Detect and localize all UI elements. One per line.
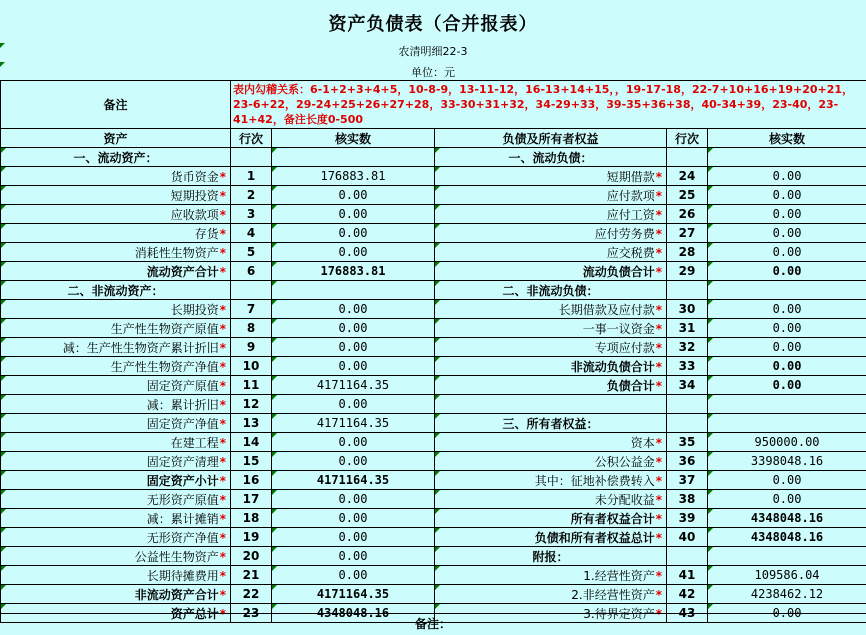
asset-line-no: 16: [231, 471, 272, 490]
item-label: 固定资产原值: [147, 379, 219, 393]
liability-label: [435, 319, 667, 338]
liability-line-no: 27: [667, 224, 708, 243]
asset-label: [1, 395, 231, 414]
asset-line-no: [231, 281, 272, 300]
table-row: [1, 528, 866, 547]
required-asterisk: *: [656, 493, 662, 507]
asset-value-cell[interactable]: 0.00: [272, 319, 435, 338]
asset-line-no: 2: [231, 186, 272, 205]
liability-line-no: 43: [667, 604, 708, 623]
required-asterisk: *: [220, 341, 226, 355]
required-asterisk: *: [656, 588, 662, 602]
asset-value-cell[interactable]: 4171164.35: [272, 471, 435, 490]
table-row: [1, 509, 866, 528]
item-label: 应付工资: [607, 208, 655, 222]
item-label: 减：累计折旧: [147, 398, 219, 412]
liability-line-no: 36: [667, 452, 708, 471]
required-asterisk: *: [220, 474, 226, 488]
item-label: 消耗性生物资产: [135, 246, 219, 260]
formula-text: 表内勾稽关系：6-1+2+3+4+5，10-8-9，13-11-12，16-13+14+15，，19-17-18，22-7+10+16+19+20+21，23-6+22，29-24+25+26+27+28，33-30+31+32，34-29+33，39-35+36+38，40-34+39，23-40，23-41+42，备注长度0-500: [231, 81, 866, 129]
asset-line-no: 14: [231, 433, 272, 452]
liability-label: [435, 186, 667, 205]
report-title: 资产负债表（合并报表）: [0, 10, 866, 36]
required-asterisk: *: [656, 265, 662, 279]
required-asterisk: *: [220, 455, 226, 469]
liability-value-cell: [708, 547, 866, 566]
table-row: [1, 452, 866, 471]
liability-value-cell[interactable]: 0.00: [708, 604, 866, 623]
asset-label: [1, 300, 231, 319]
asset-label: [1, 433, 231, 452]
asset-value-cell[interactable]: 4171164.35: [272, 376, 435, 395]
item-label: 生产性生物资产净值: [111, 360, 219, 374]
liability-line-no: 24: [667, 167, 708, 186]
asset-label: [1, 376, 231, 395]
note-label: 备注: [1, 81, 231, 129]
table-row: [1, 262, 866, 281]
liability-value-cell[interactable]: 0.00: [708, 224, 866, 243]
required-asterisk: *: [656, 341, 662, 355]
table-row: [1, 471, 866, 490]
liability-label: 附报：: [435, 547, 667, 566]
liability-value-cell[interactable]: 0.00: [708, 376, 866, 395]
asset-value-cell[interactable]: 0.00: [272, 186, 435, 205]
liability-value-cell[interactable]: 0.00: [708, 167, 866, 186]
liability-label: 三、所有者权益：: [435, 414, 667, 433]
asset-value-cell[interactable]: 0.00: [272, 452, 435, 471]
liability-line-no: [667, 148, 708, 167]
liability-line-no: 37: [667, 471, 708, 490]
table-row: [1, 338, 866, 357]
required-asterisk: *: [220, 208, 226, 222]
item-label: 应收款项: [171, 208, 219, 222]
liability-line-no: 25: [667, 186, 708, 205]
liability-label: [435, 243, 667, 262]
liability-label: [435, 376, 667, 395]
asset-line-no: 12: [231, 395, 272, 414]
item-label: 长期投资: [171, 303, 219, 317]
table-row: [1, 547, 866, 566]
asset-line-no: 10: [231, 357, 272, 376]
liability-label: [435, 357, 667, 376]
table-row: [1, 585, 866, 604]
table-row: [1, 167, 866, 186]
required-asterisk: *: [220, 379, 226, 393]
liability-value-cell[interactable]: 0.00: [708, 357, 866, 376]
item-label: 公积公益金: [595, 455, 655, 469]
liability-value-cell[interactable]: 4238462.12: [708, 585, 866, 604]
liability-label: [435, 300, 667, 319]
header-line-2: 行次: [667, 129, 708, 148]
required-asterisk: *: [220, 493, 226, 507]
currency-unit: 单位：元: [0, 64, 866, 80]
required-asterisk: *: [220, 607, 226, 621]
required-asterisk: *: [656, 436, 662, 450]
asset-line-no: 13: [231, 414, 272, 433]
asset-line-no: 17: [231, 490, 272, 509]
asset-value-cell[interactable]: 0.00: [272, 357, 435, 376]
asset-label: [1, 167, 231, 186]
item-label: 减：生产性生物资产累计折旧: [63, 341, 219, 355]
required-asterisk: *: [656, 455, 662, 469]
required-asterisk: *: [656, 607, 662, 621]
asset-line-no: 6: [231, 262, 272, 281]
asset-label: [1, 471, 231, 490]
item-label: 生产性生物资产原值: [111, 322, 219, 336]
asset-value-cell: [272, 281, 435, 300]
liability-line-no: 32: [667, 338, 708, 357]
required-asterisk: *: [220, 189, 226, 203]
liability-label: [435, 528, 667, 547]
required-asterisk: *: [220, 436, 226, 450]
item-label: 2.非经营性资产: [571, 588, 654, 602]
table-row: [1, 395, 866, 414]
liability-value-cell[interactable]: 109586.04: [708, 566, 866, 585]
required-asterisk: *: [656, 512, 662, 526]
asset-line-no: 20: [231, 547, 272, 566]
required-asterisk: *: [656, 474, 662, 488]
item-label: 应交税费: [607, 246, 655, 260]
table-row: [1, 433, 866, 452]
liability-label: [435, 566, 667, 585]
item-label: 公益性生物资产: [135, 550, 219, 564]
liability-line-no: 29: [667, 262, 708, 281]
balance-table: [0, 80, 866, 623]
liability-label: [435, 262, 667, 281]
asset-value-cell[interactable]: 176883.81: [272, 262, 435, 281]
liability-line-no: 35: [667, 433, 708, 452]
asset-value-cell[interactable]: 0.00: [272, 547, 435, 566]
asset-line-no: 8: [231, 319, 272, 338]
liability-line-no: [667, 395, 708, 414]
item-label: 未分配收益: [595, 493, 655, 507]
liability-line-no: 39: [667, 509, 708, 528]
liability-line-no: 33: [667, 357, 708, 376]
item-label: 应付劳务费: [595, 227, 655, 241]
table-row: [1, 224, 866, 243]
header-asset: 资产: [1, 129, 231, 148]
liability-value-cell: [708, 414, 866, 433]
cell-marker-icon: [0, 43, 5, 48]
liability-line-no: 28: [667, 243, 708, 262]
item-label: 无形资产净值: [147, 531, 219, 545]
liability-label: [435, 471, 667, 490]
asset-label: [1, 205, 231, 224]
liability-label: 二、非流动负债：: [435, 281, 667, 300]
table-row: [1, 281, 866, 300]
required-asterisk: *: [220, 531, 226, 545]
liability-line-no: 40: [667, 528, 708, 547]
asset-line-no: 4: [231, 224, 272, 243]
required-asterisk: *: [220, 170, 226, 184]
table-row: [1, 300, 866, 319]
asset-label: [1, 452, 231, 471]
required-asterisk: *: [220, 588, 226, 602]
liability-line-no: 34: [667, 376, 708, 395]
table-row: [1, 243, 866, 262]
liability-line-no: [667, 281, 708, 300]
asset-line-no: 5: [231, 243, 272, 262]
liability-label: [435, 224, 667, 243]
table-row: [1, 566, 866, 585]
item-label: 短期借款: [607, 170, 655, 184]
liability-line-no: [667, 547, 708, 566]
asset-value-cell[interactable]: 0.00: [272, 490, 435, 509]
liability-value-cell[interactable]: 0.00: [708, 300, 866, 319]
item-label: 专项应付款: [595, 341, 655, 355]
item-label: 在建工程: [171, 436, 219, 450]
report-subtitle: 农清明细22-3: [0, 43, 866, 59]
required-asterisk: *: [656, 360, 662, 374]
liability-value-cell[interactable]: 0.00: [708, 490, 866, 509]
liability-value-cell[interactable]: 950000.00: [708, 433, 866, 452]
liability-value-cell[interactable]: 0.00: [708, 186, 866, 205]
required-asterisk: *: [656, 569, 662, 583]
table-row: [1, 205, 866, 224]
asset-value-cell[interactable]: 4348048.16: [272, 604, 435, 623]
table-row: [1, 376, 866, 395]
liability-value-cell[interactable]: 4348048.16: [708, 528, 866, 547]
liability-value-cell[interactable]: 0.00: [708, 205, 866, 224]
asset-line-no: 1: [231, 167, 272, 186]
asset-label: [1, 224, 231, 243]
item-label: 资本: [631, 436, 655, 450]
required-asterisk: *: [656, 227, 662, 241]
liability-value-cell[interactable]: 0.00: [708, 262, 866, 281]
asset-line-no: 7: [231, 300, 272, 319]
required-asterisk: *: [220, 417, 226, 431]
item-label: 长期待摊费用: [147, 569, 219, 583]
required-asterisk: *: [656, 246, 662, 260]
liability-label: [435, 395, 667, 414]
asset-value-cell[interactable]: 0.00: [272, 224, 435, 243]
liability-label: [435, 205, 667, 224]
asset-value-cell[interactable]: 0.00: [272, 395, 435, 414]
header-value-2: 核实数: [708, 129, 866, 148]
asset-label: [1, 585, 231, 604]
table-row: [1, 186, 866, 205]
liability-value-cell[interactable]: 0.00: [708, 338, 866, 357]
asset-line-no: 3: [231, 205, 272, 224]
asset-line-no: 22: [231, 585, 272, 604]
asset-line-no: 9: [231, 338, 272, 357]
required-asterisk: *: [220, 360, 226, 374]
item-label: 流动负债合计: [583, 265, 655, 279]
required-asterisk: *: [220, 512, 226, 526]
required-asterisk: *: [656, 189, 662, 203]
asset-label: [1, 547, 231, 566]
header-liabilities: 负债及所有者权益: [435, 129, 667, 148]
asset-line-no: [231, 148, 272, 167]
header-value: 核实数: [272, 129, 435, 148]
asset-label: [1, 262, 231, 281]
liability-value-cell: [708, 281, 866, 300]
liability-line-no: [667, 414, 708, 433]
asset-line-no: 11: [231, 376, 272, 395]
required-asterisk: *: [656, 303, 662, 317]
asset-value-cell[interactable]: 0.00: [272, 509, 435, 528]
table-row: [1, 490, 866, 509]
required-asterisk: *: [220, 569, 226, 583]
liability-value-cell[interactable]: 3398048.16: [708, 452, 866, 471]
liability-label: 一、流动负债：: [435, 148, 667, 167]
liability-value-cell[interactable]: 0.00: [708, 243, 866, 262]
column-header-row: [1, 129, 866, 148]
liability-label: [435, 167, 667, 186]
asset-label: [1, 566, 231, 585]
cell-marker-icon: [0, 62, 5, 67]
header-line: 行次: [231, 129, 272, 148]
liability-label: [435, 585, 667, 604]
asset-label: [1, 414, 231, 433]
liability-value-cell: [708, 148, 866, 167]
item-label: 非流动负债合计: [571, 360, 655, 374]
required-asterisk: *: [656, 531, 662, 545]
liability-line-no: 42: [667, 585, 708, 604]
asset-label: [1, 338, 231, 357]
required-asterisk: *: [656, 170, 662, 184]
item-label: 货币资金: [171, 170, 219, 184]
liability-value-cell[interactable]: 4348048.16: [708, 509, 866, 528]
asset-label: [1, 509, 231, 528]
table-row: [1, 414, 866, 433]
asset-line-no: 23: [231, 604, 272, 623]
asset-label: [1, 528, 231, 547]
item-label: 资产总计: [171, 607, 219, 621]
item-label: 减：累计摊销: [147, 512, 219, 526]
asset-line-no: 19: [231, 528, 272, 547]
liability-line-no: 31: [667, 319, 708, 338]
asset-line-no: 15: [231, 452, 272, 471]
item-label: 存货: [195, 227, 219, 241]
liability-value-cell[interactable]: 0.00: [708, 471, 866, 490]
note-row: [1, 81, 866, 129]
liability-value-cell: [708, 395, 866, 414]
table-row: [1, 148, 866, 167]
item-label: 负债和所有者权益总计: [535, 531, 655, 545]
liability-line-no: 30: [667, 300, 708, 319]
asset-value-cell[interactable]: 4171164.35: [272, 585, 435, 604]
liability-label: [435, 338, 667, 357]
item-label: 固定资产净值: [147, 417, 219, 431]
item-label: 长期借款及应付款: [559, 303, 655, 317]
item-label: 应付款项: [607, 189, 655, 203]
item-label: 负债合计: [607, 379, 655, 393]
asset-label: [1, 357, 231, 376]
footer-note: 备注：: [0, 613, 866, 635]
asset-label: [1, 243, 231, 262]
item-label: 无形资产原值: [147, 493, 219, 507]
liability-label: [435, 490, 667, 509]
item-label: 一事一议资金: [583, 322, 655, 336]
asset-label: 二、非流动资产：: [1, 281, 231, 300]
table-row: [1, 319, 866, 338]
required-asterisk: *: [220, 303, 226, 317]
liability-line-no: 26: [667, 205, 708, 224]
asset-line-no: 18: [231, 509, 272, 528]
item-label: 1.经营性资产: [583, 569, 654, 583]
required-asterisk: *: [220, 550, 226, 564]
item-label: 其中：征地补偿费转入: [535, 474, 655, 488]
item-label: 非流动资产合计: [135, 588, 219, 602]
required-asterisk: *: [220, 322, 226, 336]
asset-label: [1, 186, 231, 205]
asset-value-cell[interactable]: 0.00: [272, 243, 435, 262]
item-label: 所有者权益合计: [571, 512, 655, 526]
item-label: 固定资产小计: [147, 474, 219, 488]
item-label: 流动资产合计: [147, 265, 219, 279]
asset-value-cell[interactable]: 0.00: [272, 566, 435, 585]
asset-label: [1, 319, 231, 338]
table-row: [1, 357, 866, 376]
required-asterisk: *: [220, 265, 226, 279]
liability-label: [435, 433, 667, 452]
asset-value-cell[interactable]: 0.00: [272, 528, 435, 547]
liability-line-no: 41: [667, 566, 708, 585]
asset-value-cell: [272, 148, 435, 167]
item-label: 固定资产清理: [147, 455, 219, 469]
asset-value-cell[interactable]: 4171164.35: [272, 414, 435, 433]
required-asterisk: *: [220, 398, 226, 412]
required-asterisk: *: [220, 227, 226, 241]
liability-value-cell[interactable]: 0.00: [708, 319, 866, 338]
liability-line-no: 38: [667, 490, 708, 509]
required-asterisk: *: [656, 379, 662, 393]
item-label: 3.待界定资产: [583, 607, 654, 621]
asset-value-cell[interactable]: 0.00: [272, 205, 435, 224]
asset-value-cell[interactable]: 176883.81: [272, 167, 435, 186]
liability-label: [435, 509, 667, 528]
required-asterisk: *: [656, 208, 662, 222]
required-asterisk: *: [220, 246, 226, 260]
asset-value-cell[interactable]: 0.00: [272, 300, 435, 319]
asset-label: [1, 490, 231, 509]
item-label: 短期投资: [171, 189, 219, 203]
asset-value-cell[interactable]: 0.00: [272, 433, 435, 452]
required-asterisk: *: [656, 322, 662, 336]
asset-value-cell[interactable]: 0.00: [272, 338, 435, 357]
asset-label: 一、流动资产：: [1, 148, 231, 167]
liability-label: [435, 452, 667, 471]
asset-line-no: 21: [231, 566, 272, 585]
